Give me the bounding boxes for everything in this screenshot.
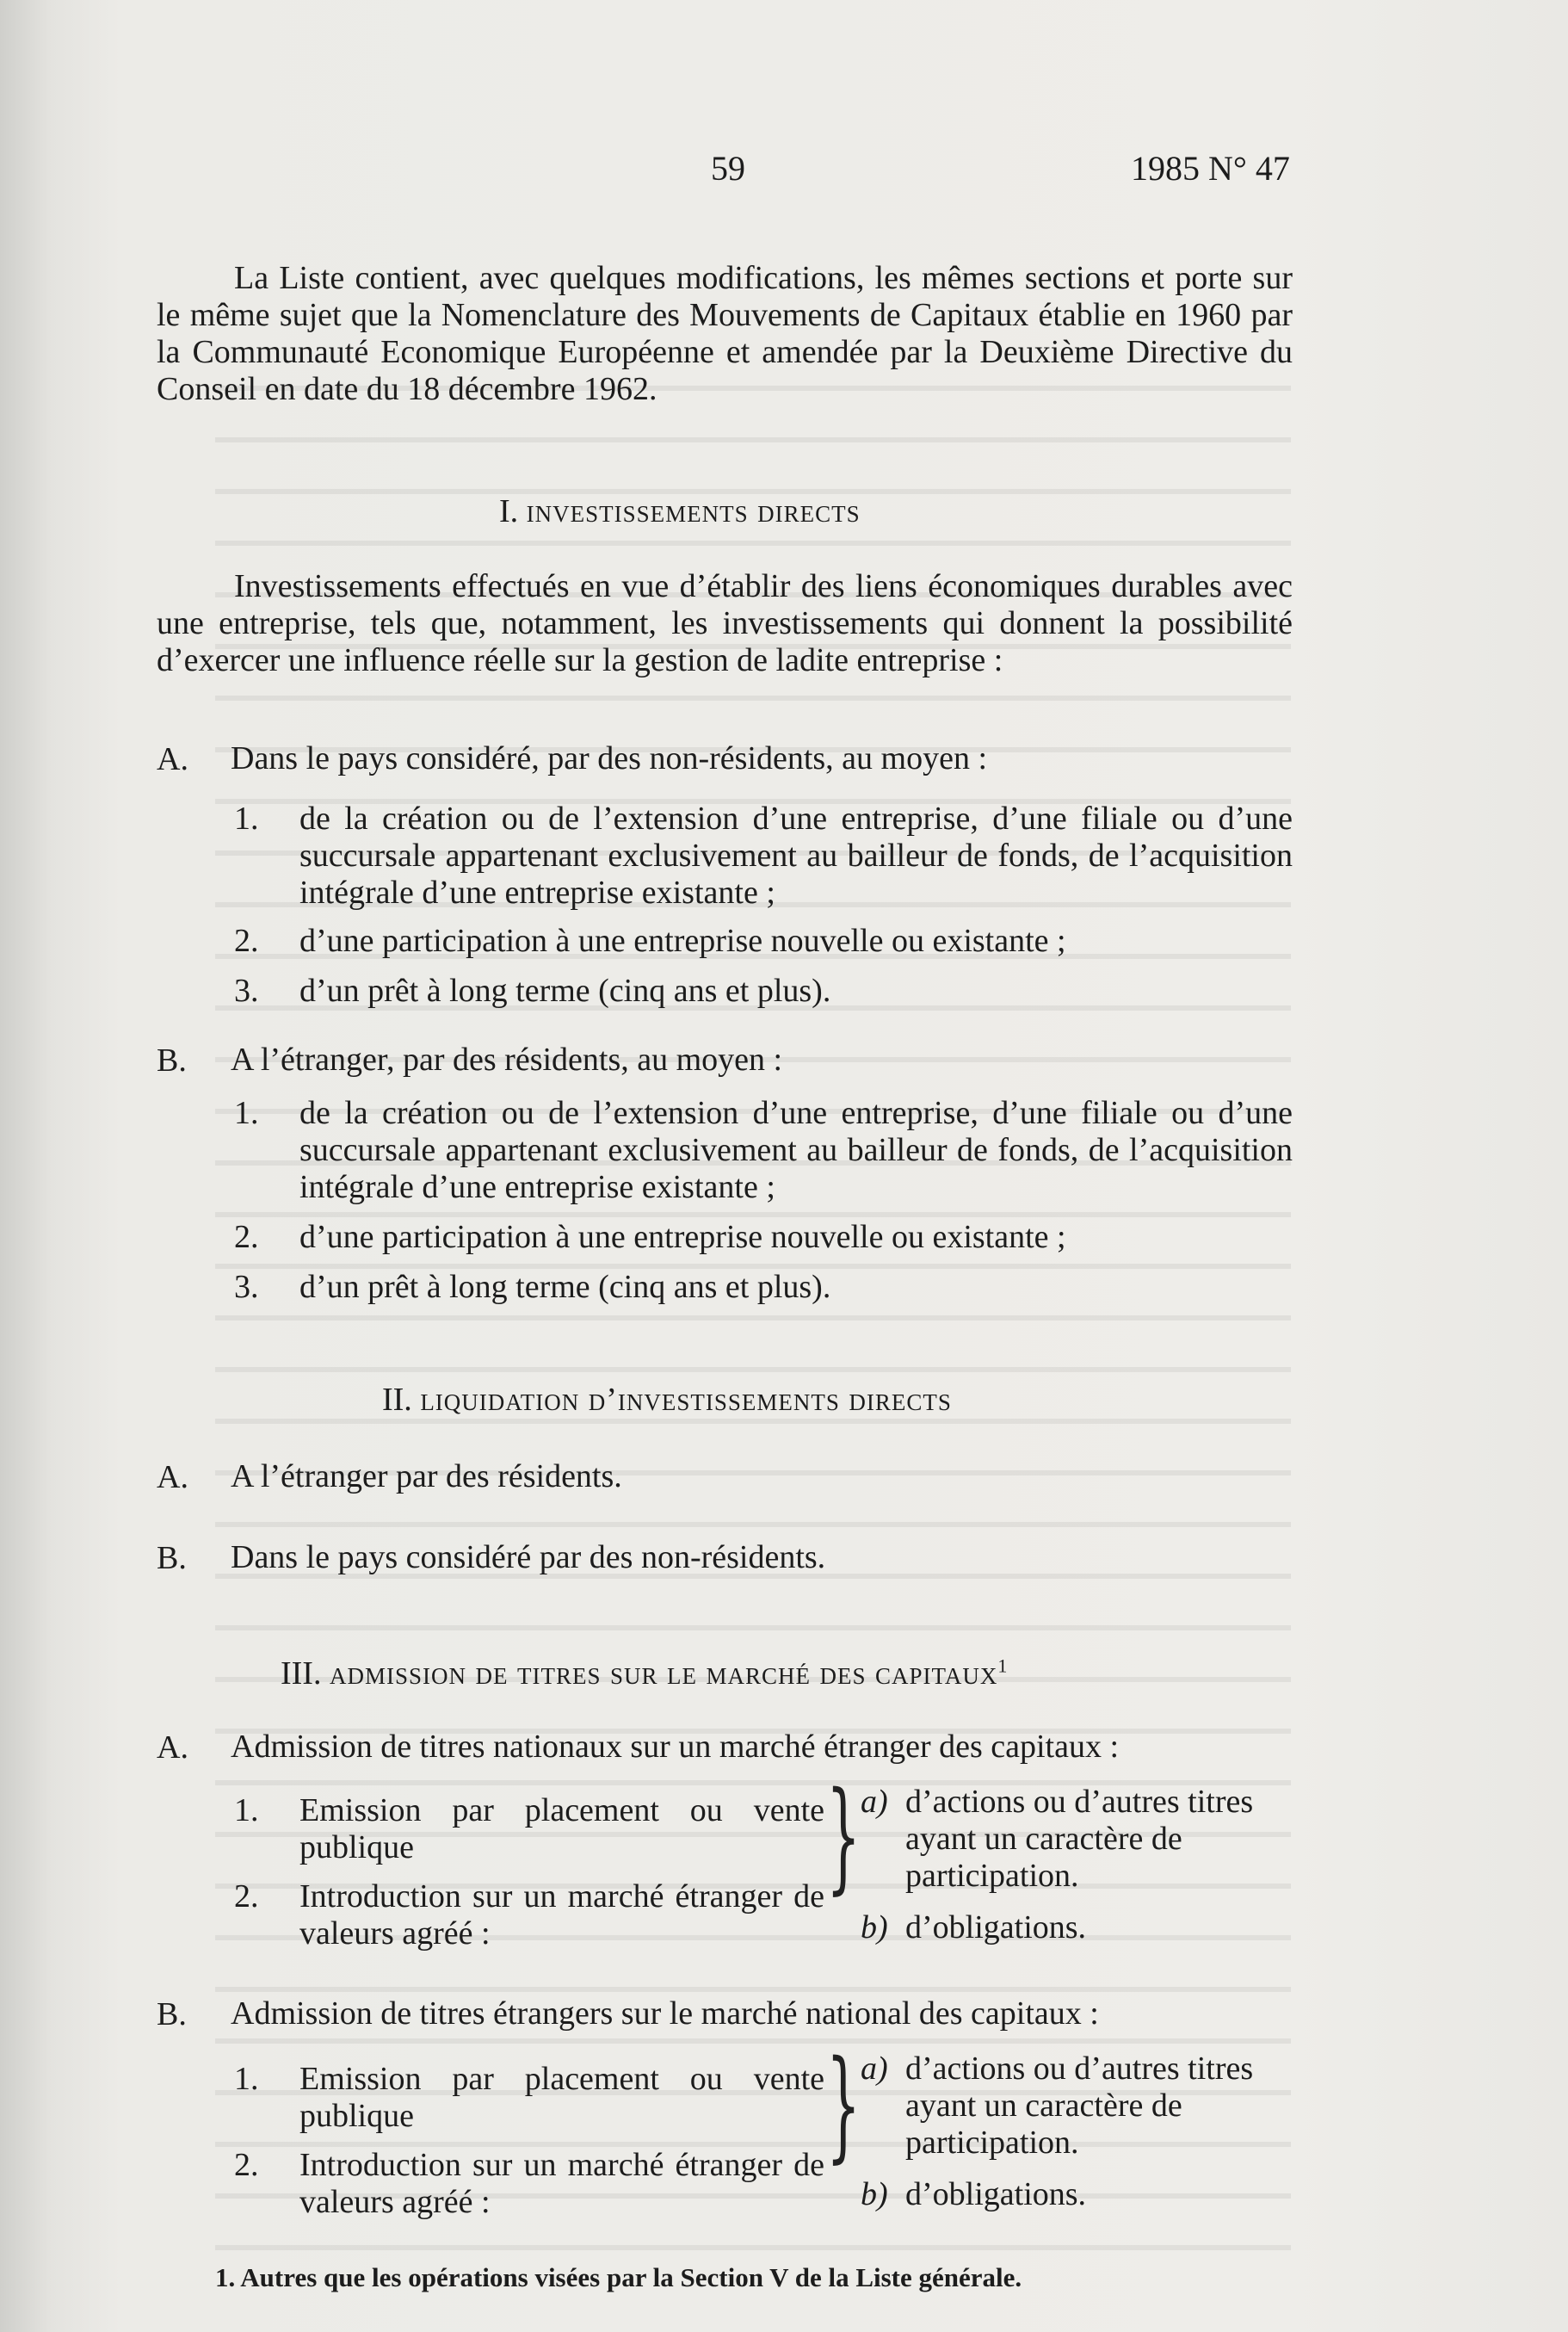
section-1-b-item-1-text: de la création ou de l’extension d’une entreprise, d’une filiale ou d’une succursale appartenant exclusivement au bailleur de fonds, de l’acquisition intégrale d’une entreprise existante ; xyxy=(299,1095,1293,1205)
section-3-b-label: B. xyxy=(157,1996,187,2032)
section-3-a-item-2-text: Introduction sur un marché étranger de valeurs agréé : xyxy=(299,1878,824,1952)
section-1-a-item-3-text: d’un prêt à long terme (cinq ans et plus). xyxy=(299,973,831,1009)
section-1-a-item-3-number: 3. xyxy=(234,973,259,1009)
section-3-a-item-1-text: Emission par placement ou vente publique xyxy=(299,1792,824,1865)
section-2-a-text: A l’étranger par des résidents. xyxy=(231,1458,622,1494)
section-3-a-option-b-label: b) xyxy=(861,1909,888,1945)
curly-brace-icon: } xyxy=(826,1766,861,1907)
section-3-b-option-a-label: a) xyxy=(861,2051,888,2087)
section-1-a-item-1-number: 1. xyxy=(234,801,259,837)
section-1-heading xyxy=(499,492,861,530)
section-2-a-label: A. xyxy=(157,1459,188,1495)
section-2-b-text: Dans le pays considéré par des non-résidents. xyxy=(231,1539,826,1575)
section-2-numeral: II. xyxy=(382,1382,412,1418)
section-3-a-item-1-number: 1. xyxy=(234,1792,259,1828)
section-3-a-option-a-text: d’actions ou d’autres titres ayant un caractère de participation. xyxy=(905,1784,1254,1894)
section-2-heading xyxy=(382,1381,952,1419)
section-1-b-item-2-number: 2. xyxy=(234,1219,259,1255)
footnote-mark: 1 xyxy=(997,1655,1008,1677)
section-3-b-text: Admission de titres étrangers sur le marché national des capitaux : xyxy=(231,1995,1099,2032)
footnote-number: 1. xyxy=(215,2262,236,2292)
section-1-a-item-2-number: 2. xyxy=(234,923,259,959)
section-3-numeral: III. xyxy=(281,1655,322,1692)
section-1-numeral: I. xyxy=(499,493,519,529)
document-reference: 1985 N° 47 xyxy=(1131,149,1290,188)
section-1-title: investissements directs xyxy=(526,493,861,529)
curly-brace-icon: } xyxy=(826,2035,861,2175)
section-3-b-item-1-number: 1. xyxy=(234,2061,259,2097)
footnote xyxy=(215,2262,1022,2293)
section-3-b-item-1-text: Emission par placement ou vente publique xyxy=(299,2061,824,2134)
section-1-a-label: A. xyxy=(157,741,188,777)
section-3-title: admission de titres sur le marché des capitaux xyxy=(329,1655,998,1692)
section-2-b-label: B. xyxy=(157,1540,187,1576)
intro-paragraph: La Liste contient, avec quelques modifications, les mêmes sections et porte sur le même sujet que la Nomenclature des Mouvements de Capitaux établie en 1960 par la Communauté Economique Européenne et amendée par la Deuxième Directive du Conseil en date du 18 décembre 1962. xyxy=(157,260,1293,407)
section-3-b-option-b-text: d’obligations. xyxy=(905,2176,1087,2212)
section-3-b-option-b-label: b) xyxy=(861,2176,888,2212)
section-3-b-item-2-number: 2. xyxy=(234,2147,259,2183)
section-1-b-item-3-text: d’un prêt à long terme (cinq ans et plus). xyxy=(299,1269,831,1305)
section-3-a-option-a-label: a) xyxy=(861,1784,888,1820)
section-3-a-item-2-number: 2. xyxy=(234,1878,259,1914)
section-1-a-text: Dans le pays considéré, par des non-résidents, au moyen : xyxy=(231,740,988,776)
section-1-a-item-2-text: d’une participation à une entreprise nouvelle ou existante ; xyxy=(299,923,1066,959)
section-2-title: liquidation d’investissements directs xyxy=(420,1382,952,1418)
section-3-heading xyxy=(281,1655,1007,1692)
section-3-a-text: Admission de titres nationaux sur un marché étranger des capitaux : xyxy=(231,1729,1120,1765)
section-3-b-item-2-text: Introduction sur un marché étranger de valeurs agréé : xyxy=(299,2147,824,2220)
footnote-text: Autres que les opérations visées par la Section V de la Liste générale. xyxy=(240,2262,1022,2292)
section-1-b-item-1-number: 1. xyxy=(234,1095,259,1131)
section-1-b-item-2-text: d’une participation à une entreprise nouvelle ou existante ; xyxy=(299,1219,1066,1255)
section-3-b-option-a-text: d’actions ou d’autres titres ayant un caractère de participation. xyxy=(905,2051,1254,2161)
page-number: 59 xyxy=(711,149,745,188)
section-1-b-text: A l’étranger, par des résidents, au moyen : xyxy=(231,1042,783,1078)
section-1-b-item-3-number: 3. xyxy=(234,1269,259,1305)
section-3-a-label: A. xyxy=(157,1729,188,1766)
section-1-description: Investissements effectués en vue d’établir des liens économiques durables avec une entreprise, tels que, notamment, les investissements qui donnent la possibilité d’exercer une influence réelle sur la gestion de ladite entreprise : xyxy=(157,568,1293,678)
section-1-b-label: B. xyxy=(157,1042,187,1079)
section-3-a-option-b-text: d’obligations. xyxy=(905,1909,1087,1945)
section-1-a-item-1-text: de la création ou de l’extension d’une entreprise, d’une filiale ou d’une succursale appartenant exclusivement au bailleur de fonds, de l’acquisition intégrale d’une entreprise existante ; xyxy=(299,801,1293,911)
